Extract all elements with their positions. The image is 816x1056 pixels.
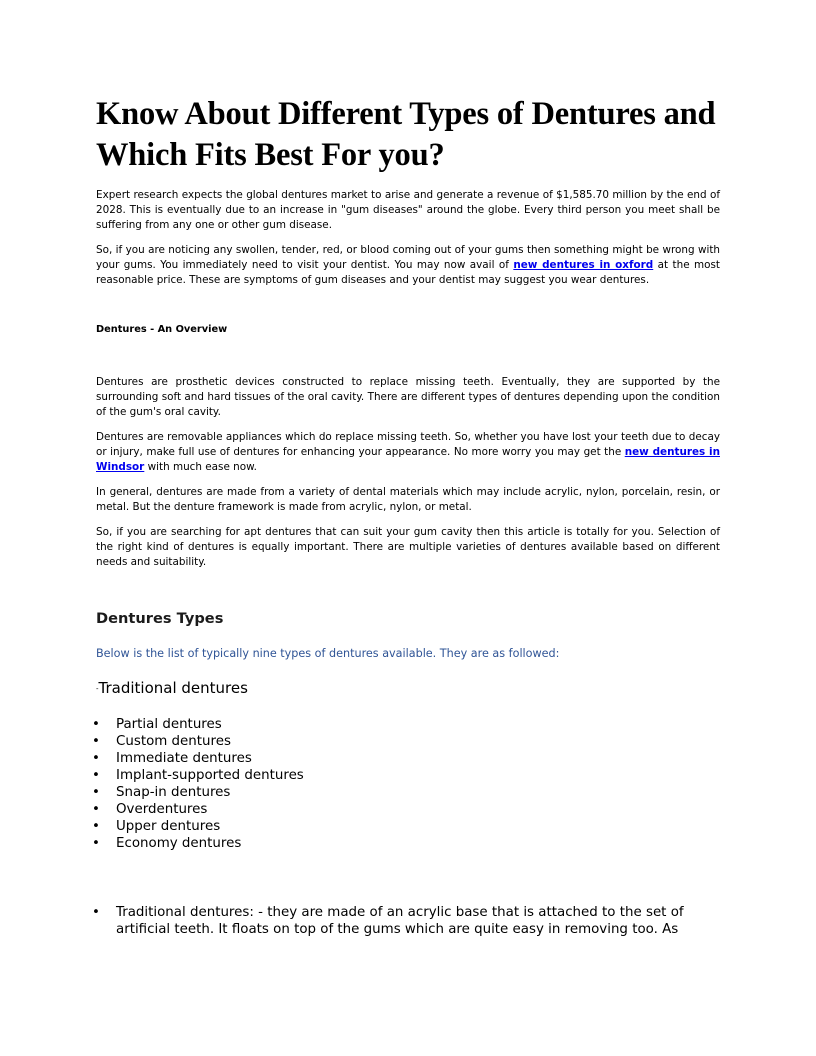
bullet-icon: • — [92, 819, 100, 834]
types-intro: Below is the list of typically nine types of dentures available. They are as followed: — [96, 647, 560, 660]
bullet-icon: • — [92, 905, 100, 920]
bullet-icon: • — [92, 734, 100, 749]
list-item-label: Custom dentures — [116, 734, 231, 749]
intro-paragraph-2 — [96, 243, 720, 288]
oxford-dentures-link[interactable]: new dentures in oxford — [513, 259, 654, 271]
detail-list — [92, 904, 720, 938]
overview-paragraph-1: Dentures are prosthetic devices constructed to replace missing teeth. Eventually, they are supported by the surrounding soft and hard tissues of the oral cavity. There are different types of dentures depending upon the condition of the gum's oral cavity. — [96, 376, 720, 418]
intro-paragraph-1: Expert research expects the global dentures market to arise and generate a revenue of $1,585.70 million by the end of 2028. This is eventually due to an increase in "gum diseases" around the globe. Every third person you meet shall be suffering from any one or other gum disease. — [96, 189, 720, 231]
bullet-icon: • — [92, 751, 100, 766]
intro-paragraph-2-text-end: at the most reasonable price. These are symptoms of gum diseases and your dentist may suggest you wear dentures. — [96, 259, 720, 286]
overview-paragraph-2-text: Dentures are removable appliances which do replace missing teeth. So, whether you have lost your teeth due to decay or injury, make full use of dentures for enhancing your appearance. No more worry you may get the — [96, 431, 720, 458]
list-item — [92, 784, 304, 801]
overview-heading: Dentures - An Overview — [96, 324, 228, 335]
page-title: Know About Different Types of Dentures and Which Fits Best For you? — [96, 96, 716, 173]
list-item-label: Snap-in dentures — [116, 785, 231, 800]
list-item — [92, 835, 304, 852]
list-item-label: Upper dentures — [116, 819, 221, 834]
list-item-label: Implant-supported dentures — [116, 768, 304, 783]
list-item — [92, 767, 304, 784]
first-type-label: Traditional dentures — [98, 679, 248, 697]
types-list — [92, 716, 304, 852]
list-item — [92, 818, 304, 835]
list-item — [92, 801, 304, 818]
bullet-icon: • — [92, 717, 100, 732]
list-item — [92, 716, 304, 733]
traditional-dentures-detail: Traditional dentures: - they are made of an acrylic base that is attached to the set of artificial teeth. It floats on top of the gums which are quite easy in removing too. As — [116, 905, 684, 937]
intro-paragraph-2-text: So, if you are noticing any swollen, tender, red, or blood coming out of your gums then something might be wrong with your gums. You immediately need to visit your dentist. You may now avail of — [96, 244, 720, 271]
list-item-label: Partial dentures — [116, 717, 222, 732]
overview-paragraph-2 — [96, 430, 720, 475]
overview-paragraph-2-text-end: with much ease now. — [144, 461, 257, 473]
first-type — [96, 678, 248, 699]
types-heading: Dentures Types — [96, 610, 224, 627]
list-item — [92, 904, 720, 938]
bullet-icon: • — [92, 802, 100, 817]
bullet-icon: • — [92, 836, 100, 851]
list-item-label: Immediate dentures — [116, 751, 252, 766]
overview-paragraph-4: So, if you are searching for apt dentures that can suit your gum cavity then this article is totally for you. Selection of the right kind of dentures is equally important. There are multiple varieties of dentures available based on different needs and suitability. — [96, 526, 720, 568]
list-item-label: Overdentures — [116, 802, 208, 817]
dash-marker: - — [96, 685, 99, 693]
bullet-icon: • — [92, 768, 100, 783]
list-item-label: Economy dentures — [116, 836, 242, 851]
list-item — [92, 750, 304, 767]
bullet-icon: • — [92, 785, 100, 800]
windsor-dentures-link[interactable]: new dentures in Windsor — [96, 446, 720, 473]
list-item — [92, 733, 304, 750]
overview-paragraph-3: In general, dentures are made from a variety of dental materials which may include acrylic, nylon, porcelain, resin, or metal. But the denture framework is made from acrylic, nylon, or metal. — [96, 486, 720, 513]
